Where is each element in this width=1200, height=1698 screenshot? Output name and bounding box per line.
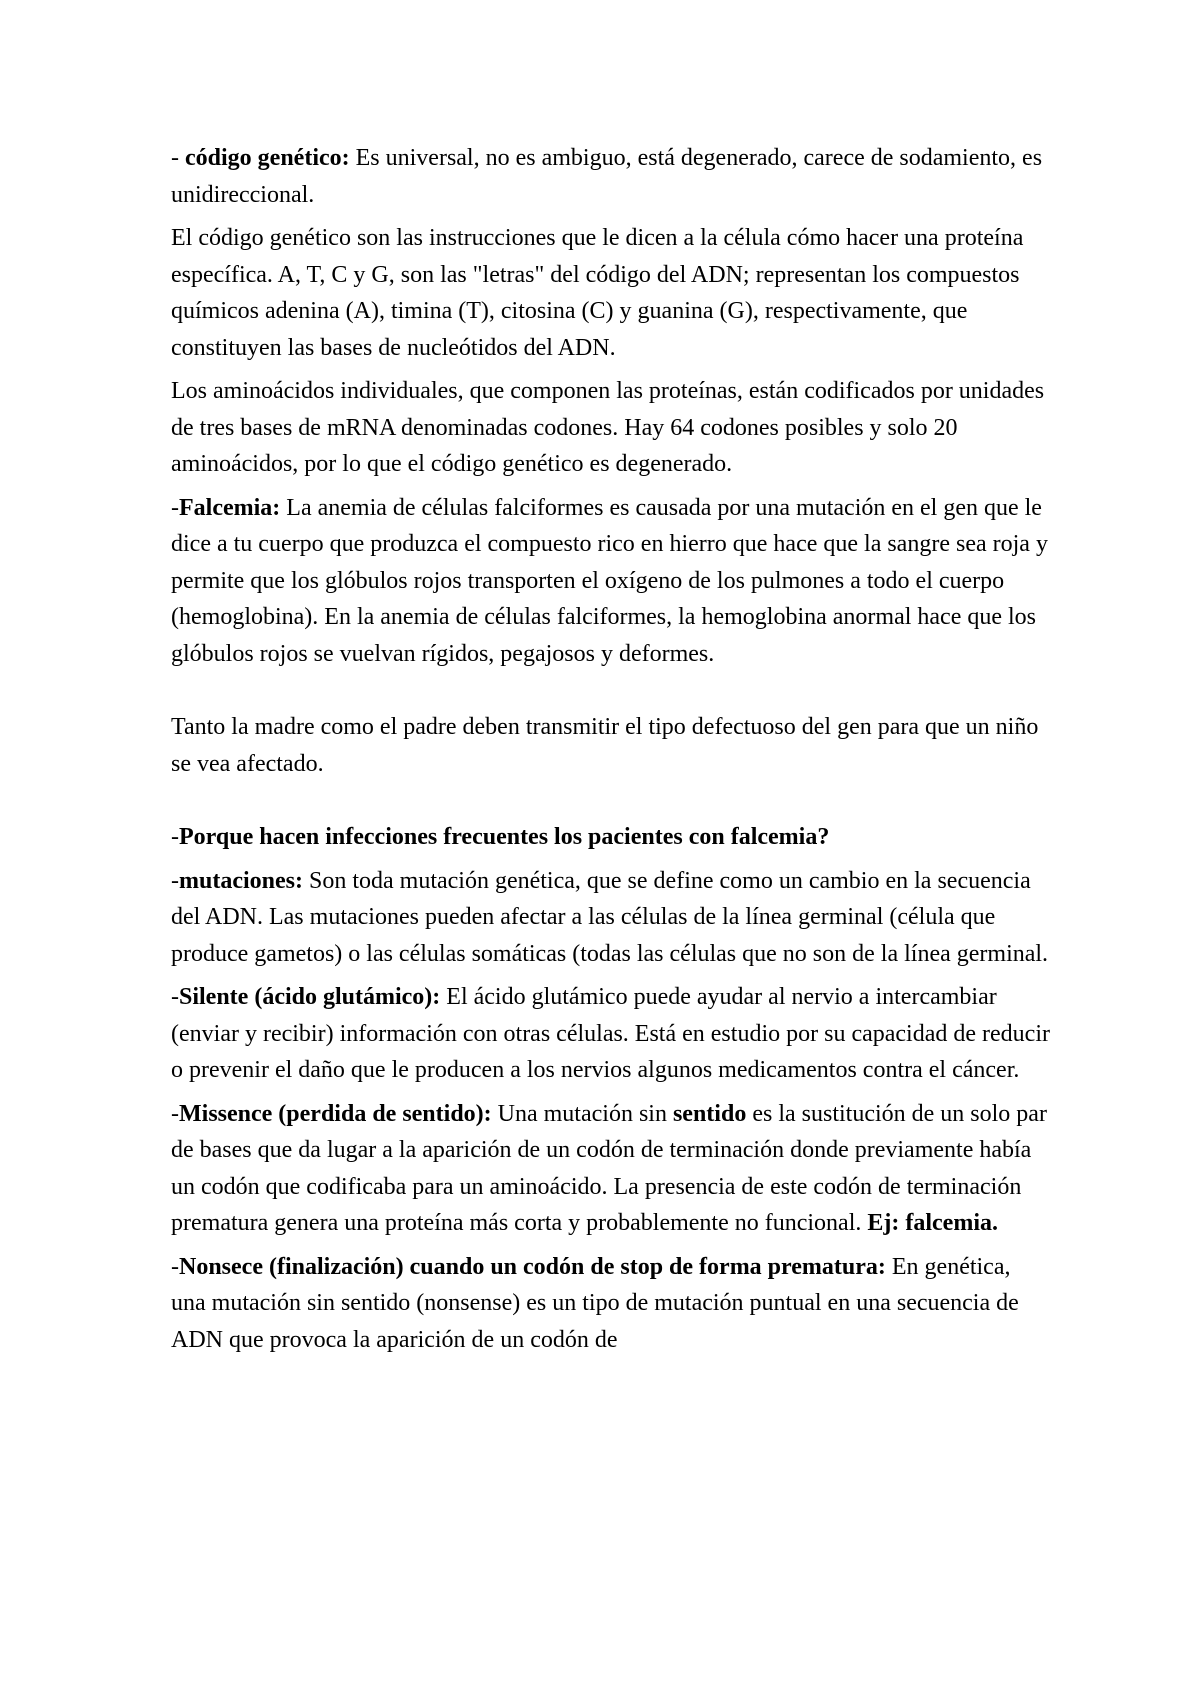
paragraph-text: Una mutación sin <box>491 1100 673 1127</box>
paragraph-lead: - <box>171 824 179 850</box>
paragraph-text: Son toda mutación genética, que se define como un cambio en la secuencia del ADN. Las mutaciones pueden afectar a las células de la línea germinal (célula que produce gametos) o las células somáticas (todas las células que no son de la línea germinal. <box>171 867 1049 967</box>
paragraph-missence <box>171 1096 1051 1242</box>
paragraph-text: El ácido glutámico puede ayudar al nervio a intercambiar (enviar y recibir) información con otras células. Está en estudio por su capacidad de reducir o prevenir el daño que le producen a los nervios algunos medicamentos contra el cáncer. <box>171 984 1050 1083</box>
paragraph-mutaciones <box>171 863 1051 973</box>
term-missence: Missence (perdida de sentido): <box>179 1100 492 1127</box>
paragraph-lead: - <box>171 145 185 171</box>
paragraph-nonsece <box>171 1249 1051 1359</box>
paragraph-text: El código genético son las instrucciones que le dicen a la célula cómo hacer una proteína específica. A, T, C y G, son las "letras" del código del ADN; representan los compuestos químicos adenina (A), timina (T), citosina (C) y guanina (G), respectivamente, que constituyen las bases de nucleótidos del ADN. <box>171 225 1024 361</box>
paragraph-lead: - <box>171 867 179 894</box>
question-heading: Porque hacen infecciones frecuentes los pacientes con falcemia? <box>179 824 830 850</box>
paragraph-text: En genética, una mutación sin sentido (nonsense) es un tipo de mutación puntual en una secuencia de ADN que provoca la aparición de un codón de <box>171 1253 1019 1353</box>
paragraph-codigo-instrucciones <box>171 220 1051 366</box>
term-codigo-genetico: código genético: <box>185 145 350 171</box>
paragraph-lead: - <box>171 1253 179 1280</box>
term-nonsece: Nonsece (finalización) cuando un codón de stop de forma prematura: <box>179 1253 886 1280</box>
paragraph-lead: - <box>171 494 179 521</box>
example-falcemia: Ej: falcemia. <box>867 1210 998 1236</box>
paragraph-lead: - <box>171 984 179 1010</box>
paragraph-lead: - <box>171 1100 179 1127</box>
paragraph-pregunta-infecciones <box>171 819 1051 856</box>
paragraph-text: Tanto la madre como el padre deben transmitir el tipo defectuoso del gen para que un niño se vea afectado. <box>171 714 1039 777</box>
term-mutaciones: mutaciones: <box>179 867 303 894</box>
paragraph-text: Es universal, no es ambiguo, está degenerado, carece de sodamiento, es unidireccional. <box>171 145 1043 208</box>
term-sentido: sentido <box>672 1100 747 1127</box>
paragraph-codigo-genetico <box>171 140 1051 213</box>
term-silente: Silente (ácido glutámico): <box>179 984 441 1010</box>
paragraph-text: es la sustitución de un solo par de bases que da lugar a la aparición de un codón de terminación donde previamente había un codón que codificaba para un aminoácido. La presencia de este codón de terminación prematura genera una proteína más corta y probablemente no funcional. <box>171 1100 1047 1236</box>
paragraph-herencia <box>171 709 1051 782</box>
paragraph-silente <box>171 979 1051 1089</box>
paragraph-text: Los aminoácidos individuales, que componen las proteínas, están codificados por unidades de tres bases de mRNA denominadas codones. Hay 64 codones posibles y solo 20 aminoácidos, por lo que el código genético es degenerado. <box>171 378 1045 477</box>
document-page <box>171 140 1051 1365</box>
paragraph-text: La anemia de células falciformes es causada por una mutación en el gen que le dice a tu cuerpo que produzca el compuesto rico en hierro que hace que la sangre sea roja y permite que los glóbulos rojos transporten el oxígeno de los pulmones a todo el cuerpo (hemoglobina). En la anemia de células falciformes, la hemoglobina anormal hace que los glóbulos rojos se vuelvan rígidos, pegajosos y deformes. <box>171 494 1048 667</box>
term-falcemia: Falcemia: <box>179 494 281 521</box>
paragraph-aminoacidos <box>171 373 1051 483</box>
paragraph-falcemia <box>171 490 1051 673</box>
